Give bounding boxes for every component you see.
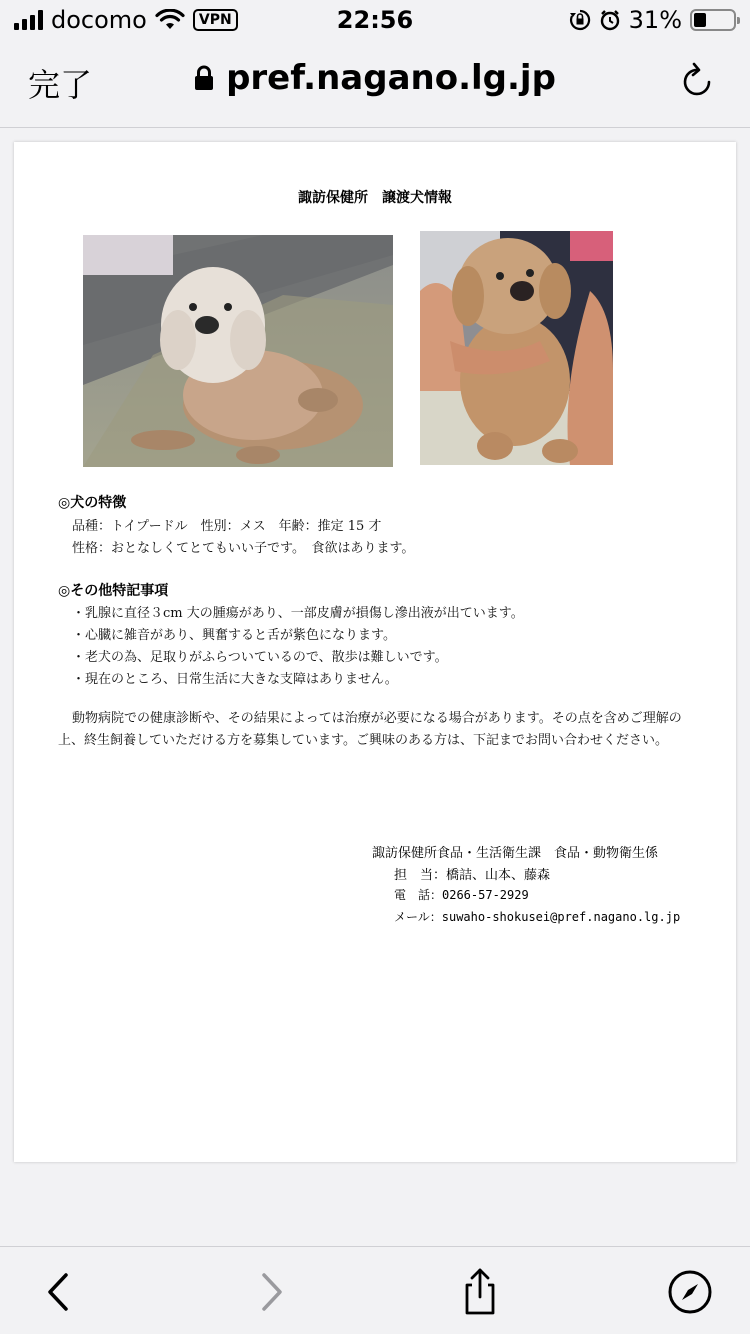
- adoption-paragraph: 動物病院での健康診断や、その結果によっては治療が必要になる場合があります。その点を含めご理解の上、終生飼養していただける方を募集しています。ご興味のある方は、下記までお問い合わせください。: [58, 711, 682, 748]
- contact-email: メール：suwaho-shokusei@pref.nagano.lg.jp: [394, 910, 681, 924]
- browser-nav-bar: [0, 44, 750, 128]
- back-icon[interactable]: [34, 1267, 84, 1317]
- notes-item: ・老犬の為、足取りがふらついているので、散歩は難しいです。: [72, 650, 448, 665]
- notes-item: ・心臓に雑音があり、興奮すると舌が紫色になります。: [72, 628, 396, 643]
- reload-icon[interactable]: [680, 60, 716, 100]
- notes-item: ・現在のところ、日常生活に大きな支障はありません。: [72, 672, 398, 687]
- battery-percent: 31%: [628, 6, 682, 34]
- features-line: 品種：トイプードル 性別：メス 年齢：推定 15 才: [72, 519, 382, 534]
- orientation-lock-icon: [569, 9, 591, 31]
- status-time: 22:56: [336, 6, 414, 34]
- status-right: [569, 6, 736, 34]
- alarm-icon: [599, 9, 621, 31]
- dog-photo-held: [420, 231, 613, 465]
- forward-icon[interactable]: [246, 1267, 296, 1317]
- contact-staff: 担 当：橋詰、山本、藤森: [394, 868, 551, 883]
- notes-heading: ◎その他特記事項: [58, 583, 169, 599]
- status-bar: [0, 0, 750, 44]
- dog-photo-lying: [83, 235, 393, 467]
- pdf-page: [14, 142, 736, 1162]
- features-heading: ◎犬の特徴: [58, 495, 127, 511]
- url-display[interactable]: [0, 58, 750, 98]
- battery-icon: [690, 9, 736, 31]
- contact-office: 諏訪保健所食品・生活衛生課 食品・動物衛生係: [372, 846, 659, 861]
- browser-toolbar: [0, 1246, 750, 1334]
- features-line: 性格：おとなしくてとてもいい子です。 食欲はあります。: [72, 541, 415, 556]
- contact-phone: 電 話：0266-57-2929: [394, 888, 529, 902]
- carrier-name: docomo: [51, 6, 147, 34]
- compass-icon[interactable]: [665, 1267, 715, 1317]
- share-icon[interactable]: [455, 1267, 505, 1317]
- document-title: 諏訪保健所 譲渡犬情報: [298, 190, 452, 206]
- lock-icon: [194, 65, 214, 91]
- notes-item: ・乳腺に直径３cm 大の腫瘍があり、一部皮膚が損傷し滲出液が出ています。: [72, 606, 524, 621]
- vpn-badge: VPN: [193, 9, 238, 31]
- url-text: pref.nagano.lg.jp: [226, 58, 556, 98]
- done-button[interactable]: 完了: [28, 66, 93, 104]
